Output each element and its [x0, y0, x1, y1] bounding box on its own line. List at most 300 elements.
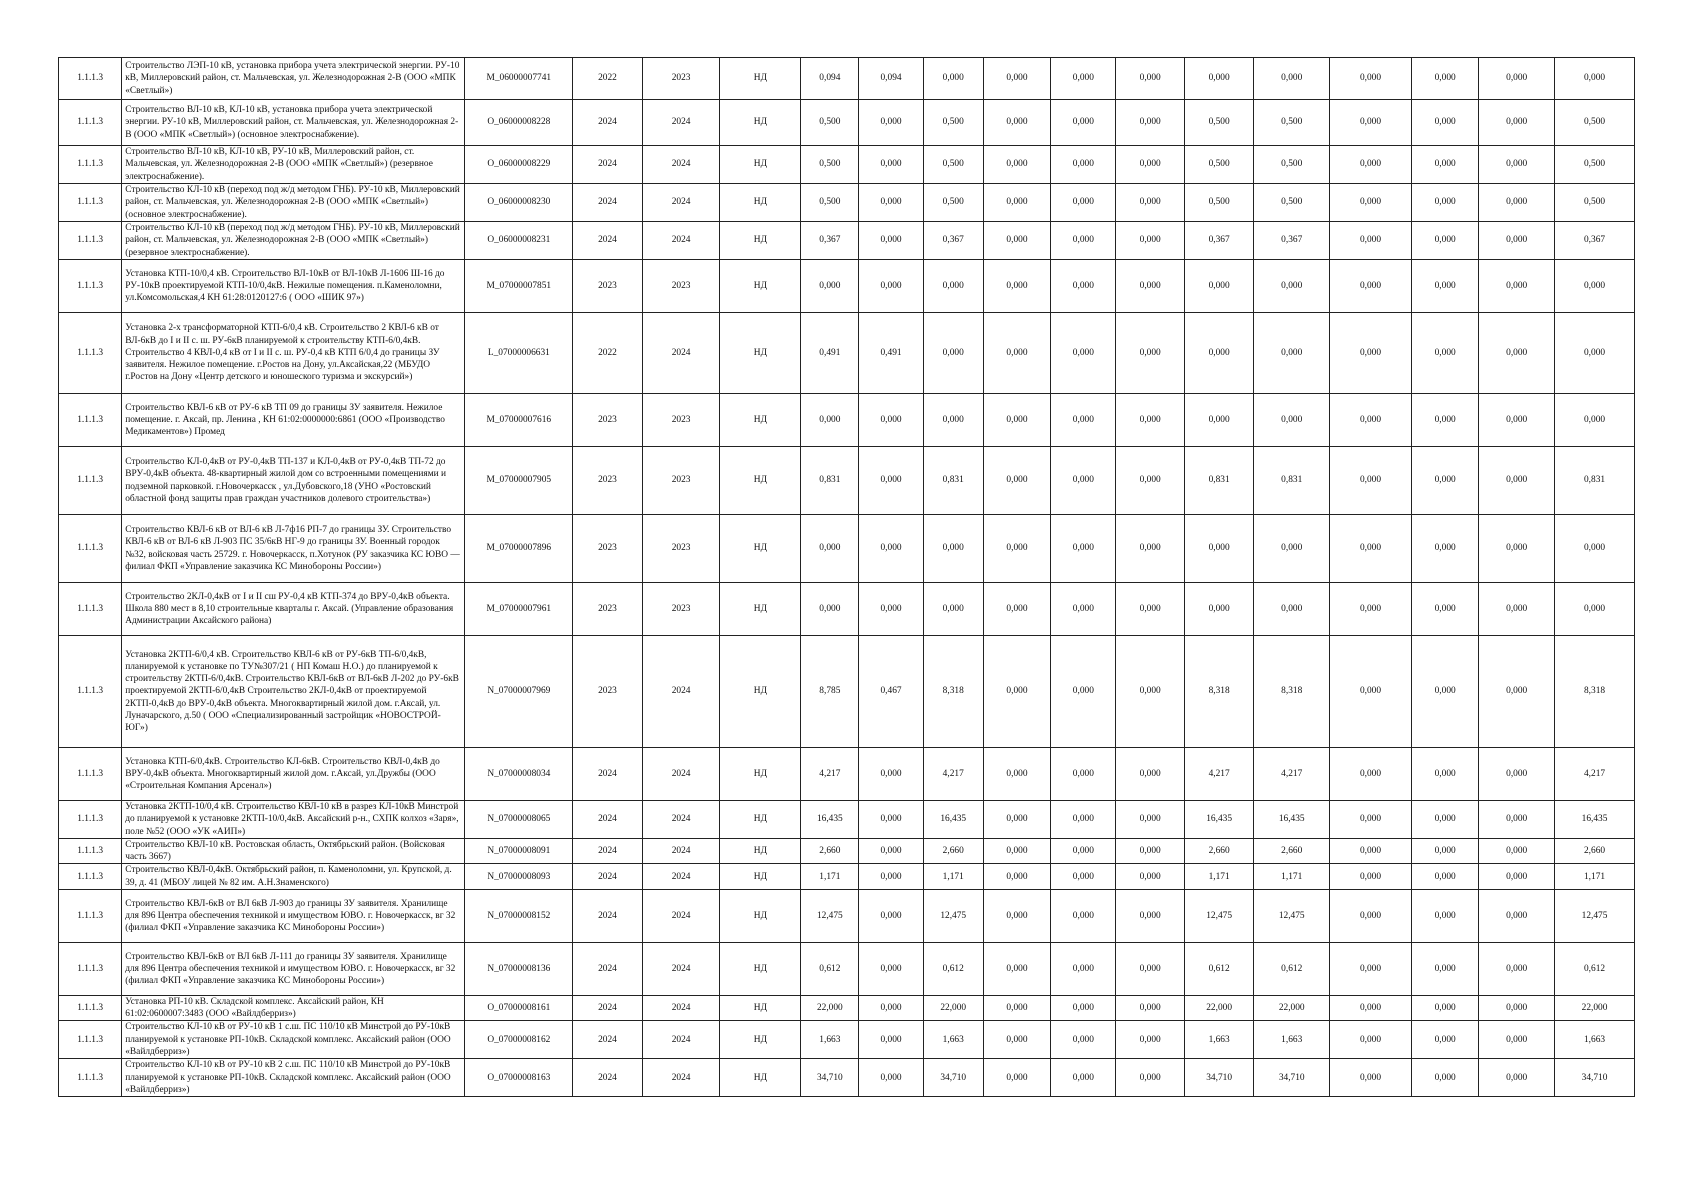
value-cell: 2,660	[801, 839, 859, 864]
value-cell: 0,000	[1254, 583, 1330, 636]
description-cell: Строительство КВЛ-0,4кВ. Октябрьский район, п. Каменоломни, ул. Крупской, д. 39, д. 41 (МБОУ лицей № 82 им. А.Н.Знаменского)	[122, 864, 465, 889]
end-year-cell: 2024	[642, 636, 720, 748]
end-year-cell: 2024	[642, 1059, 720, 1097]
value-cell: 0,000	[1330, 184, 1412, 222]
row-number-cell: 1.1.1.3	[59, 222, 122, 260]
end-year-cell: 2024	[642, 995, 720, 1020]
end-year-cell: 2024	[642, 222, 720, 260]
project-code-cell: L_07000006631	[465, 313, 573, 394]
value-cell: 0,000	[1116, 636, 1184, 748]
project-code-cell: N_07000008034	[465, 748, 573, 801]
status-cell: НД	[720, 801, 801, 839]
value-cell: 22,000	[923, 995, 983, 1020]
project-code-cell: N_07000007969	[465, 636, 573, 748]
status-cell: НД	[720, 260, 801, 313]
value-cell: 0,000	[1411, 864, 1478, 889]
end-year-cell: 2024	[642, 1021, 720, 1059]
value-cell: 0,000	[1116, 889, 1184, 942]
value-cell: 0,500	[1184, 184, 1253, 222]
value-cell: 0,000	[859, 995, 923, 1020]
table-row	[59, 58, 1635, 100]
end-year-cell: 2024	[642, 839, 720, 864]
value-cell: 0,000	[859, 515, 923, 583]
value-cell: 8,318	[1184, 636, 1253, 748]
start-year-cell: 2023	[573, 515, 642, 583]
value-cell: 0,367	[801, 222, 859, 260]
end-year-cell: 2024	[642, 864, 720, 889]
value-cell: 0,000	[1116, 394, 1184, 447]
value-cell: 0,000	[1411, 839, 1478, 864]
value-cell: 22,000	[1555, 995, 1635, 1020]
value-cell: 16,435	[801, 801, 859, 839]
value-cell: 0,000	[1411, 146, 1478, 184]
value-cell: 0,500	[1254, 100, 1330, 146]
row-number-cell: 1.1.1.3	[59, 58, 122, 100]
project-code-cell: N_07000008091	[465, 839, 573, 864]
status-cell: НД	[720, 222, 801, 260]
value-cell: 22,000	[1184, 995, 1253, 1020]
end-year-cell: 2024	[642, 100, 720, 146]
value-cell: 0,000	[1330, 1059, 1412, 1097]
value-cell: 0,467	[859, 636, 923, 748]
value-cell: 0,000	[1116, 839, 1184, 864]
project-code-cell: M_06000007741	[465, 58, 573, 100]
value-cell: 12,475	[1555, 889, 1635, 942]
value-cell: 0,094	[859, 58, 923, 100]
value-cell: 0,000	[1411, 222, 1478, 260]
value-cell: 0,500	[1184, 100, 1253, 146]
value-cell: 0,000	[1051, 864, 1116, 889]
value-cell: 0,000	[859, 864, 923, 889]
value-cell: 0,000	[1330, 942, 1412, 995]
end-year-cell: 2023	[642, 515, 720, 583]
table-row	[59, 447, 1635, 515]
value-cell: 0,500	[1555, 100, 1635, 146]
value-cell: 0,000	[1254, 58, 1330, 100]
value-cell: 16,435	[1184, 801, 1253, 839]
value-cell: 34,710	[1184, 1059, 1253, 1097]
description-cell: Строительство ВЛ-10 кВ, КЛ-10 кВ, РУ-10 кВ, Миллеровский район, ст. Мальчевская, ул. Железнодорожная 2-В (ООО «МПК «Светлый») (резервное электроснабжение).	[122, 146, 465, 184]
start-year-cell: 2024	[573, 146, 642, 184]
status-cell: НД	[720, 447, 801, 515]
value-cell: 0,000	[801, 260, 859, 313]
value-cell: 0,500	[923, 146, 983, 184]
value-cell: 0,000	[801, 515, 859, 583]
row-number-cell: 1.1.1.3	[59, 146, 122, 184]
value-cell: 0,000	[1411, 801, 1478, 839]
value-cell: 0,000	[1116, 801, 1184, 839]
status-cell: НД	[720, 636, 801, 748]
value-cell: 0,000	[1411, 748, 1478, 801]
description-cell: Строительство ЛЭП-10 кВ, установка прибора учета электрической энергии. РУ-10 кВ, Миллеровский район, ст. Мальчевская, ул. Железнодорожная 2-В (ООО «МПК «Светлый»)	[122, 58, 465, 100]
row-number-cell: 1.1.1.3	[59, 447, 122, 515]
value-cell: 16,435	[923, 801, 983, 839]
value-cell: 0,000	[1330, 1021, 1412, 1059]
description-cell: Строительство КВЛ-6 кВ от ВЛ-6 кВ Л-7ф16 РП-7 до границы ЗУ. Строительство КВЛ-6 кВ от ВЛ-6 кВ Л-903 ПС 35/6кВ НГ-9 до границы ЗУ. Военный городок №32, войсковая часть 25729. г. Новочеркасск, п.Хотунок (РУ заказчика КС ЮВО — филиал ФКП «Управление заказчика КС Минобороны России»)	[122, 515, 465, 583]
value-cell: 0,000	[1184, 58, 1253, 100]
start-year-cell: 2024	[573, 839, 642, 864]
table-row	[59, 1021, 1635, 1059]
value-cell: 0,000	[983, 864, 1050, 889]
value-cell: 0,000	[859, 1059, 923, 1097]
table-row	[59, 839, 1635, 864]
project-code-cell: M_07000007961	[465, 583, 573, 636]
status-cell: НД	[720, 995, 801, 1020]
value-cell: 0,500	[1254, 146, 1330, 184]
value-cell: 0,000	[859, 748, 923, 801]
value-cell: 0,000	[1555, 313, 1635, 394]
value-cell: 0,500	[923, 100, 983, 146]
description-cell: Установка 2КТП-6/0,4 кВ. Строительство КВЛ-6 кВ от РУ-6кВ ТП-6/0,4кВ, планируемой к установке по ТУ№307/21 ( НП Комаш Н.О.) до планируемой к строительству 2КТП-6/0,4кВ. Строительство КВЛ-6кВ от ВЛ-6кВ Л-202 до РУ-6кВ проектируемой 2КТП-6/0,4кВ Строительство 2КЛ-0,4кВ от проектируемой 2КТП-0,4кВ до ВРУ-0,4кВ объекта. Многоквартирный жилой дом. г.Аксай, ул. Луначарского, д.50 ( ООО «Специализированный застройщик «НОВОСТРОЙ-ЮГ»)	[122, 636, 465, 748]
value-cell: 0,000	[859, 394, 923, 447]
value-cell: 0,000	[1411, 184, 1478, 222]
status-cell: НД	[720, 394, 801, 447]
value-cell: 0,000	[859, 942, 923, 995]
start-year-cell: 2023	[573, 636, 642, 748]
value-cell: 0,000	[983, 260, 1050, 313]
value-cell: 0,000	[1411, 447, 1478, 515]
project-code-cell: N_07000008065	[465, 801, 573, 839]
value-cell: 0,000	[1330, 748, 1412, 801]
value-cell: 0,000	[1411, 995, 1478, 1020]
value-cell: 0,000	[1184, 313, 1253, 394]
start-year-cell: 2024	[573, 889, 642, 942]
value-cell: 0,000	[1479, 889, 1555, 942]
project-code-cell: N_07000008093	[465, 864, 573, 889]
value-cell: 0,000	[983, 801, 1050, 839]
description-cell: Строительство КЛ-10 кВ (переход под ж/д методом ГНБ). РУ-10 кВ, Миллеровский район, ст. Мальчевская, ул. Железнодорожная 2-В (ООО «МПК «Светлый») (основное электроснабжение).	[122, 184, 465, 222]
description-cell: Установка КТП-6/0,4кВ. Строительство КЛ-6кВ. Строительство КВЛ-0,4кВ до ВРУ-0,4кВ объекта. Многоквартирный жилой дом. г.Аксай, ул.Дружбы (ООО «Строительная Компания Арсенал»)	[122, 748, 465, 801]
value-cell: 0,000	[1051, 995, 1116, 1020]
value-cell: 0,000	[1051, 889, 1116, 942]
project-code-cell: O_07000008163	[465, 1059, 573, 1097]
value-cell: 0,000	[983, 1021, 1050, 1059]
table-row	[59, 583, 1635, 636]
value-cell: 0,000	[859, 839, 923, 864]
value-cell: 0,612	[801, 942, 859, 995]
value-cell: 16,435	[1254, 801, 1330, 839]
status-cell: НД	[720, 864, 801, 889]
status-cell: НД	[720, 1021, 801, 1059]
value-cell: 0,500	[1555, 184, 1635, 222]
description-cell: Строительство КВЛ-6кВ от ВЛ 6кВ Л-111 до границы ЗУ заявителя. Хранилище для 896 Центра обеспечения техникой и имуществом ЮВО. г. Новочеркасск, вг 32 (филиал ФКП «Управление заказчика КС Минобороны России»)	[122, 942, 465, 995]
value-cell: 0,000	[1411, 636, 1478, 748]
end-year-cell: 2024	[642, 146, 720, 184]
value-cell: 0,000	[1116, 184, 1184, 222]
value-cell: 0,000	[1254, 260, 1330, 313]
value-cell: 0,000	[1051, 942, 1116, 995]
value-cell: 0,000	[1116, 942, 1184, 995]
table-row	[59, 260, 1635, 313]
start-year-cell: 2023	[573, 583, 642, 636]
value-cell: 0,000	[1479, 58, 1555, 100]
value-cell: 4,217	[1555, 748, 1635, 801]
value-cell: 2,660	[923, 839, 983, 864]
value-cell: 0,000	[1479, 942, 1555, 995]
value-cell: 2,660	[1184, 839, 1253, 864]
value-cell: 1,663	[923, 1021, 983, 1059]
value-cell: 0,491	[859, 313, 923, 394]
value-cell: 4,217	[923, 748, 983, 801]
value-cell: 0,000	[1479, 313, 1555, 394]
value-cell: 0,000	[1555, 515, 1635, 583]
project-code-cell: M_07000007905	[465, 447, 573, 515]
value-cell: 0,831	[923, 447, 983, 515]
value-cell: 0,000	[1116, 146, 1184, 184]
value-cell: 0,000	[983, 1059, 1050, 1097]
status-cell: НД	[720, 748, 801, 801]
value-cell: 0,000	[1555, 394, 1635, 447]
description-cell: Установка 2КТП-10/0,4 кВ. Строительство КВЛ-10 кВ в разрез КЛ-10кВ Минстрой до планируемой к установке 2КТП-10/0,4кВ. Аксайский р-н., СХПК колхоз «Заря», поле №52 (ООО «УК «АИП»)	[122, 801, 465, 839]
value-cell: 0,000	[1411, 1021, 1478, 1059]
row-number-cell: 1.1.1.3	[59, 636, 122, 748]
project-code-cell: O_07000008161	[465, 995, 573, 1020]
value-cell: 0,000	[983, 58, 1050, 100]
row-number-cell: 1.1.1.3	[59, 748, 122, 801]
value-cell: 0,500	[801, 184, 859, 222]
start-year-cell: 2023	[573, 260, 642, 313]
start-year-cell: 2024	[573, 1059, 642, 1097]
value-cell: 0,000	[859, 146, 923, 184]
value-cell: 0,000	[1051, 636, 1116, 748]
value-cell: 0,000	[1330, 313, 1412, 394]
value-cell: 0,000	[1411, 260, 1478, 313]
value-cell: 0,000	[859, 184, 923, 222]
value-cell: 0,000	[923, 260, 983, 313]
value-cell: 0,000	[1051, 1021, 1116, 1059]
value-cell: 0,000	[1479, 447, 1555, 515]
row-number-cell: 1.1.1.3	[59, 394, 122, 447]
value-cell: 0,000	[983, 889, 1050, 942]
value-cell: 0,000	[983, 515, 1050, 583]
project-code-cell: N_07000008152	[465, 889, 573, 942]
value-cell: 22,000	[1254, 995, 1330, 1020]
value-cell: 0,000	[1051, 1059, 1116, 1097]
value-cell: 0,000	[1184, 260, 1253, 313]
value-cell: 8,318	[1555, 636, 1635, 748]
value-cell: 0,000	[859, 1021, 923, 1059]
value-cell: 0,000	[1555, 260, 1635, 313]
value-cell: 0,612	[1254, 942, 1330, 995]
value-cell: 0,000	[983, 583, 1050, 636]
value-cell: 16,435	[1555, 801, 1635, 839]
row-number-cell: 1.1.1.3	[59, 839, 122, 864]
value-cell: 0,000	[1254, 394, 1330, 447]
value-cell: 0,000	[1184, 515, 1253, 583]
value-cell: 0,000	[1116, 1021, 1184, 1059]
value-cell: 12,475	[1184, 889, 1253, 942]
value-cell: 0,000	[1116, 748, 1184, 801]
status-cell: НД	[720, 839, 801, 864]
row-number-cell: 1.1.1.3	[59, 184, 122, 222]
value-cell: 8,318	[1254, 636, 1330, 748]
value-cell: 0,000	[1411, 942, 1478, 995]
value-cell: 0,000	[859, 447, 923, 515]
value-cell: 0,000	[1051, 313, 1116, 394]
value-cell: 0,000	[1411, 313, 1478, 394]
value-cell: 0,500	[801, 146, 859, 184]
value-cell: 0,500	[923, 184, 983, 222]
value-cell: 0,000	[1479, 184, 1555, 222]
project-code-cell: M_07000007616	[465, 394, 573, 447]
status-cell: НД	[720, 58, 801, 100]
project-code-cell: O_06000008229	[465, 146, 573, 184]
value-cell: 0,000	[983, 222, 1050, 260]
value-cell: 0,000	[1330, 864, 1412, 889]
value-cell: 0,831	[1555, 447, 1635, 515]
description-cell: Установка КТП-10/0,4 кВ. Строительство ВЛ-10кВ от ВЛ-10кВ Л-1606 Ш-16 до РУ-10кВ проектируемой КТП-10/0,4кВ. Нежилые помещения. п.Каменоломни, ул.Комсомольская,4 КН 61:28:0120127:6 ( ООО «ШИК 97»)	[122, 260, 465, 313]
value-cell: 0,000	[923, 313, 983, 394]
value-cell: 4,217	[1184, 748, 1253, 801]
end-year-cell: 2024	[642, 889, 720, 942]
project-code-cell: O_06000008231	[465, 222, 573, 260]
value-cell: 0,000	[1330, 58, 1412, 100]
value-cell: 0,831	[1254, 447, 1330, 515]
value-cell: 0,000	[1479, 801, 1555, 839]
value-cell: 0,500	[1254, 184, 1330, 222]
value-cell: 0,000	[1411, 889, 1478, 942]
value-cell: 0,000	[1330, 146, 1412, 184]
end-year-cell: 2024	[642, 942, 720, 995]
value-cell: 0,000	[1411, 515, 1478, 583]
value-cell: 1,171	[1254, 864, 1330, 889]
value-cell: 0,000	[1330, 100, 1412, 146]
table-row	[59, 1059, 1635, 1097]
value-cell: 0,000	[1051, 748, 1116, 801]
value-cell: 0,367	[923, 222, 983, 260]
value-cell: 0,500	[1184, 146, 1253, 184]
description-cell: Строительство 2КЛ-0,4кВ от I и II сш РУ-0,4 кВ КТП-374 до ВРУ-0,4кВ объекта. Школа 880 мест в 8,10 строительные кварталы г. Аксай. (Управление образования Администрации Аксайского района)	[122, 583, 465, 636]
value-cell: 0,000	[1051, 801, 1116, 839]
value-cell: 0,000	[1479, 100, 1555, 146]
value-cell: 0,500	[1555, 146, 1635, 184]
table-row	[59, 100, 1635, 146]
value-cell: 0,000	[1479, 995, 1555, 1020]
description-cell: Строительство ВЛ-10 кВ, КЛ-10 кВ, установка прибора учета электрической энергии. РУ-10 кВ, Миллеровский район, ст. Мальчевская, ул. Железнодорожная 2-В (ООО «МПК «Светлый») (основное электроснабжение).	[122, 100, 465, 146]
description-cell: Строительство КЛ-10 кВ от РУ-10 кВ 1 с.ш. ПС 110/10 кВ Минстрой до РУ-10кВ планируемой к установке РП-10кВ. Складской комплекс. Аксайский район (ООО «Вайлдберриз»)	[122, 1021, 465, 1059]
value-cell: 0,000	[1116, 100, 1184, 146]
value-cell: 0,000	[983, 313, 1050, 394]
end-year-cell: 2024	[642, 801, 720, 839]
value-cell: 0,000	[1051, 146, 1116, 184]
value-cell: 0,000	[1411, 58, 1478, 100]
table-row	[59, 942, 1635, 995]
value-cell: 0,000	[1254, 313, 1330, 394]
end-year-cell: 2023	[642, 447, 720, 515]
end-year-cell: 2023	[642, 583, 720, 636]
value-cell: 0,000	[1330, 222, 1412, 260]
value-cell: 0,000	[923, 58, 983, 100]
value-cell: 0,000	[1479, 222, 1555, 260]
value-cell: 0,000	[1330, 260, 1412, 313]
start-year-cell: 2022	[573, 58, 642, 100]
start-year-cell: 2024	[573, 748, 642, 801]
row-number-cell: 1.1.1.3	[59, 1021, 122, 1059]
value-cell: 0,000	[1184, 394, 1253, 447]
value-cell: 0,000	[1330, 583, 1412, 636]
value-cell: 0,000	[983, 447, 1050, 515]
description-cell: Строительство КВЛ-6кВ от ВЛ 6кВ Л-903 до границы ЗУ заявителя. Хранилище для 896 Центра обеспечения техникой и имуществом ЮВО. г. Новочеркасск, вг 32 (филиал ФКП «Управление заказчика КС Минобороны России»)	[122, 889, 465, 942]
start-year-cell: 2024	[573, 184, 642, 222]
value-cell: 0,000	[1051, 839, 1116, 864]
value-cell: 0,367	[1184, 222, 1253, 260]
value-cell: 0,000	[1555, 583, 1635, 636]
status-cell: НД	[720, 100, 801, 146]
start-year-cell: 2024	[573, 222, 642, 260]
project-code-cell: N_07000008136	[465, 942, 573, 995]
value-cell: 0,000	[1051, 394, 1116, 447]
start-year-cell: 2024	[573, 864, 642, 889]
value-cell: 1,663	[1184, 1021, 1253, 1059]
status-cell: НД	[720, 184, 801, 222]
end-year-cell: 2024	[642, 184, 720, 222]
value-cell: 2,660	[1555, 839, 1635, 864]
project-code-cell: M_07000007896	[465, 515, 573, 583]
table-row	[59, 515, 1635, 583]
value-cell: 0,000	[1051, 100, 1116, 146]
end-year-cell: 2023	[642, 260, 720, 313]
start-year-cell: 2024	[573, 100, 642, 146]
status-cell: НД	[720, 313, 801, 394]
description-cell: Строительство КЛ-10 кВ от РУ-10 кВ 2 с.ш. ПС 110/10 кВ Минстрой до РУ-10кВ планируемой к установке РП-10кВ. Складской комплекс. Аксайский район (ООО «Вайлдберриз»)	[122, 1059, 465, 1097]
project-code-cell: O_06000008230	[465, 184, 573, 222]
status-cell: НД	[720, 889, 801, 942]
row-number-cell: 1.1.1.3	[59, 864, 122, 889]
value-cell: 0,000	[1116, 1059, 1184, 1097]
status-cell: НД	[720, 515, 801, 583]
value-cell: 0,000	[859, 583, 923, 636]
value-cell: 0,500	[801, 100, 859, 146]
value-cell: 0,000	[1479, 260, 1555, 313]
value-cell: 1,663	[1254, 1021, 1330, 1059]
value-cell: 0,000	[1479, 1021, 1555, 1059]
value-cell: 0,000	[859, 260, 923, 313]
value-cell: 12,475	[1254, 889, 1330, 942]
table-row	[59, 394, 1635, 447]
start-year-cell: 2023	[573, 394, 642, 447]
value-cell: 0,000	[1411, 394, 1478, 447]
value-cell: 0,367	[1254, 222, 1330, 260]
value-cell: 0,612	[923, 942, 983, 995]
value-cell: 0,000	[1330, 394, 1412, 447]
value-cell: 0,000	[1330, 515, 1412, 583]
value-cell: 0,000	[801, 583, 859, 636]
value-cell: 0,000	[1479, 146, 1555, 184]
value-cell: 0,094	[801, 58, 859, 100]
value-cell: 0,000	[1330, 889, 1412, 942]
value-cell: 0,000	[983, 146, 1050, 184]
value-cell: 1,171	[1184, 864, 1253, 889]
value-cell: 0,000	[1479, 636, 1555, 748]
table-body	[59, 58, 1635, 1097]
row-number-cell: 1.1.1.3	[59, 313, 122, 394]
value-cell: 0,000	[983, 995, 1050, 1020]
project-code-cell: O_07000008162	[465, 1021, 573, 1059]
table-row	[59, 313, 1635, 394]
value-cell: 34,710	[801, 1059, 859, 1097]
value-cell: 0,000	[1479, 1059, 1555, 1097]
status-cell: НД	[720, 1059, 801, 1097]
status-cell: НД	[720, 942, 801, 995]
value-cell: 22,000	[801, 995, 859, 1020]
value-cell: 34,710	[1254, 1059, 1330, 1097]
value-cell: 0,367	[1555, 222, 1635, 260]
value-cell: 0,000	[859, 222, 923, 260]
value-cell: 0,000	[983, 184, 1050, 222]
value-cell: 0,000	[1051, 222, 1116, 260]
end-year-cell: 2023	[642, 58, 720, 100]
value-cell: 0,000	[983, 394, 1050, 447]
